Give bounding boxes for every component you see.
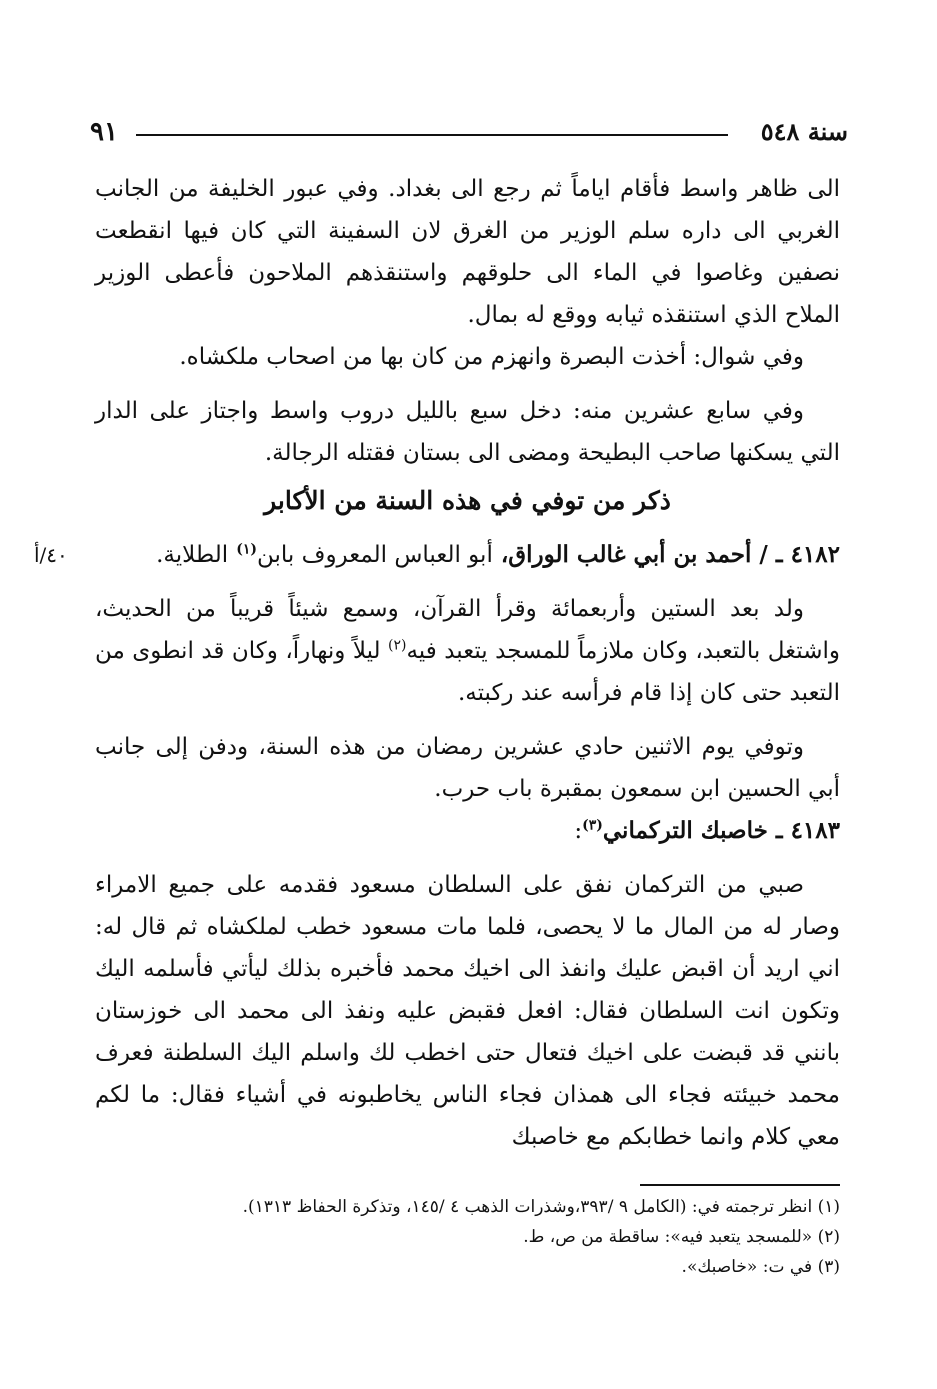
paragraph: الى ظاهر واسط فأقام اياماً ثم رجع الى بغداد. وفي عبور الخليفة من الجانب الغربي الى داره سلم الوزير من الغرق لان السفينة التي كان فيها انقطعت نصفين وغاصوا في الماء الى حلوقهم واستنقذهم الملاحون فأعطى الوزير الملاح الذي استنقذه ثيابه ووقع له بمال. — [95, 176, 840, 328]
main-text — [95, 168, 840, 1158]
running-year: سنة ٥٤٨ — [760, 117, 848, 146]
entry-description: أبو العباس المعروف بابن — [256, 542, 493, 568]
footnote: (١) انظر ترجمته في: (الكامل ٩ /٣٩٣،وشذرات الذهب ٤ /١٤٥، وتذكرة الحفاظ ١٣١٣). — [242, 1197, 840, 1217]
section-heading: ذكر من توفي في هذه السنة من الأكابر — [264, 486, 671, 515]
margin-folio-note: ٤٠/أ — [34, 543, 68, 567]
entry-description-end: الطلاية. — [156, 542, 229, 568]
entry-number-name: ٤١٨٣ ـ خاصبك التركماني — [602, 817, 840, 844]
entry-number-name: ٤١٨٢ ـ / أحمد بن أبي غالب الوراق، — [500, 541, 840, 568]
paragraph-part: ليلاً ونهاراً، وكان قد انطوى من التعبد حتى كان إذا قام فرأسه عند ركبته. — [95, 638, 840, 706]
entry-colon: : — [574, 818, 583, 844]
biography-entry-title — [95, 534, 840, 576]
footnote-ref: (١) — [236, 541, 257, 558]
footnote-ref: (٣) — [582, 817, 603, 834]
footnote-rule — [640, 1184, 840, 1186]
footnote: (٣) في ت: «خاصبك». — [681, 1257, 840, 1277]
paragraph: صبي من التركمان نفق على السلطان مسعود فقدمه على جميع الامراء وصار له من المال ما لا يحصى، فلما مات مسعود خطب لملكشاه ثم قال له: اني اريد أن اقبض عليك وانفذ الى اخيك محمد فأخبره بذلك ليأتي فأسلمه اليك وتكون انت السلطان فقال: افعل فقبض عليه ونفذ الى محمد الى خوزستان بانني قد قبضت على اخيك فتعال حتى اخطب لك واسلم اليك السلطنة فعرف محمد خبيئته فجاء الى همذان فجاء الناس يخاطبونه في أشياء فقال: ما لكم معي كلام وانما خطابكم مع خاصبك — [95, 872, 840, 1150]
footnote-ref: (٢) — [388, 637, 407, 654]
paragraph-part: ولد بعد الستين وأربعمائة وقرأ القرآن، وسمع شيئاً قريباً من الحديث، واشتغل بالتعبد، وكان ملازماً للمسجد يتعبد فيه — [95, 596, 840, 664]
paragraph: وفي سابع عشرين منه: دخل سبع بالليل دروب واسط واجتاز على الدار التي يسكنها صاحب البطيحة ومضى الى بستان فقتله الرجالة. — [95, 398, 840, 466]
biography-entry-title — [95, 810, 840, 852]
header-rule — [136, 134, 728, 136]
paragraph — [95, 588, 840, 714]
paragraph: وتوفي يوم الاثنين حادي عشرين رمضان من هذه السنة، ودفن إلى جانب أبي الحسين ابن سمعون بمقبرة باب حرب. — [95, 734, 840, 802]
footnote: (٢) «للمسجد يتعبد فيه»: ساقطة من ص، ط. — [523, 1227, 840, 1247]
page-number: ٩١ — [90, 117, 118, 147]
running-header — [90, 112, 848, 152]
footnotes — [95, 1192, 840, 1282]
paragraph: وفي شوال: أخذت البصرة وانهزم من كان بها من اصحاب ملكشاه. — [179, 344, 804, 370]
